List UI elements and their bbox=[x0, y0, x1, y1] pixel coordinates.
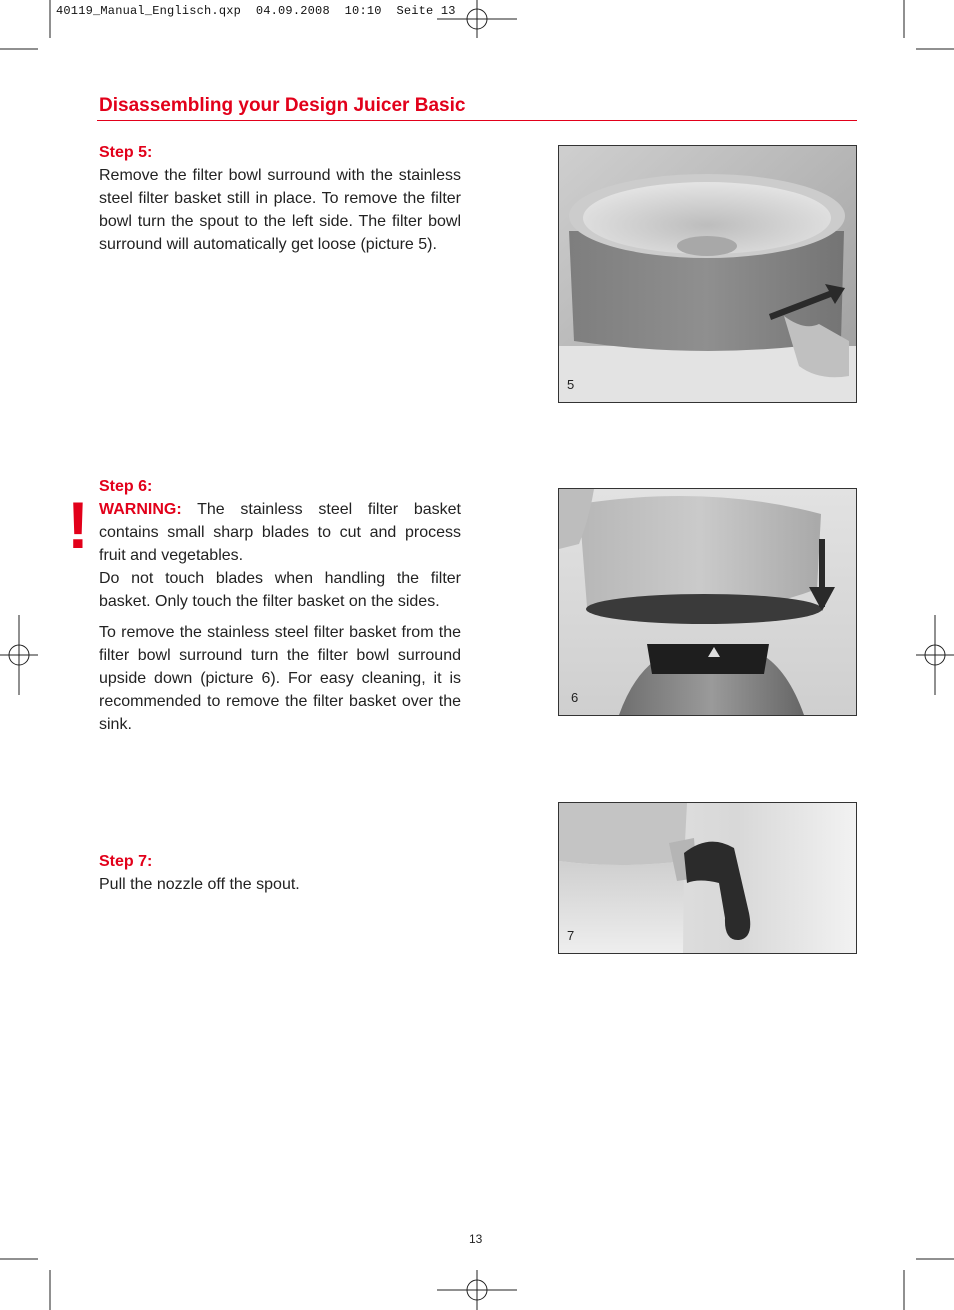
warning-text: The stainless steel filter basket contains small sharp blades to cut and process fruit and vegetables. bbox=[99, 501, 461, 564]
picture-5 bbox=[558, 145, 857, 403]
step-6-para-3: To remove the stainless steel filter basket from the filter bowl surround turn the filter bowl surround upside down (picture 6). For easy cleaning, it is recommended to remove the filter basket over the sink. bbox=[99, 624, 461, 733]
picture-6 bbox=[558, 488, 857, 716]
file-slug: 40119_Manual_Englisch.qxp 04.09.2008 10:10 Seite 13 bbox=[56, 4, 456, 18]
step-6-para-2: Do not touch blades when handling the filter basket. Only touch the filter basket on the sides. bbox=[99, 570, 461, 610]
registration-mark-bottom bbox=[437, 1270, 517, 1310]
picture-7-number: 7 bbox=[567, 928, 575, 943]
registration-mark-right bbox=[916, 615, 954, 695]
warning-exclamation-icon: ! bbox=[67, 488, 89, 562]
step-7-text: Pull the nozzle off the spout. bbox=[99, 876, 300, 893]
step-7-section bbox=[99, 850, 461, 896]
step-6-warning bbox=[99, 498, 461, 567]
picture-6-number: 6 bbox=[571, 690, 579, 705]
page-number: 13 bbox=[469, 1232, 483, 1246]
registration-mark-left bbox=[0, 615, 38, 695]
step-5-text: Remove the filter bowl surround with the stainless steel filter basket still in place. To remove the filter bowl turn the spout to the left side. The filter bowl surround will automatically get loose (picture 5). bbox=[99, 167, 461, 253]
picture-7 bbox=[558, 802, 857, 954]
step-5-section bbox=[99, 141, 461, 256]
picture-5-number: 5 bbox=[567, 377, 575, 392]
title-underline bbox=[97, 120, 857, 121]
page-title: Disassembling your Design Juicer Basic bbox=[99, 95, 466, 116]
step-7-heading: Step 7: bbox=[99, 853, 153, 870]
warning-label: WARNING: bbox=[99, 501, 182, 518]
registration-mark-top bbox=[437, 0, 517, 38]
step-6-section bbox=[99, 475, 461, 736]
step-6-heading: Step 6: bbox=[99, 478, 153, 495]
step-5-heading: Step 5: bbox=[99, 144, 153, 161]
